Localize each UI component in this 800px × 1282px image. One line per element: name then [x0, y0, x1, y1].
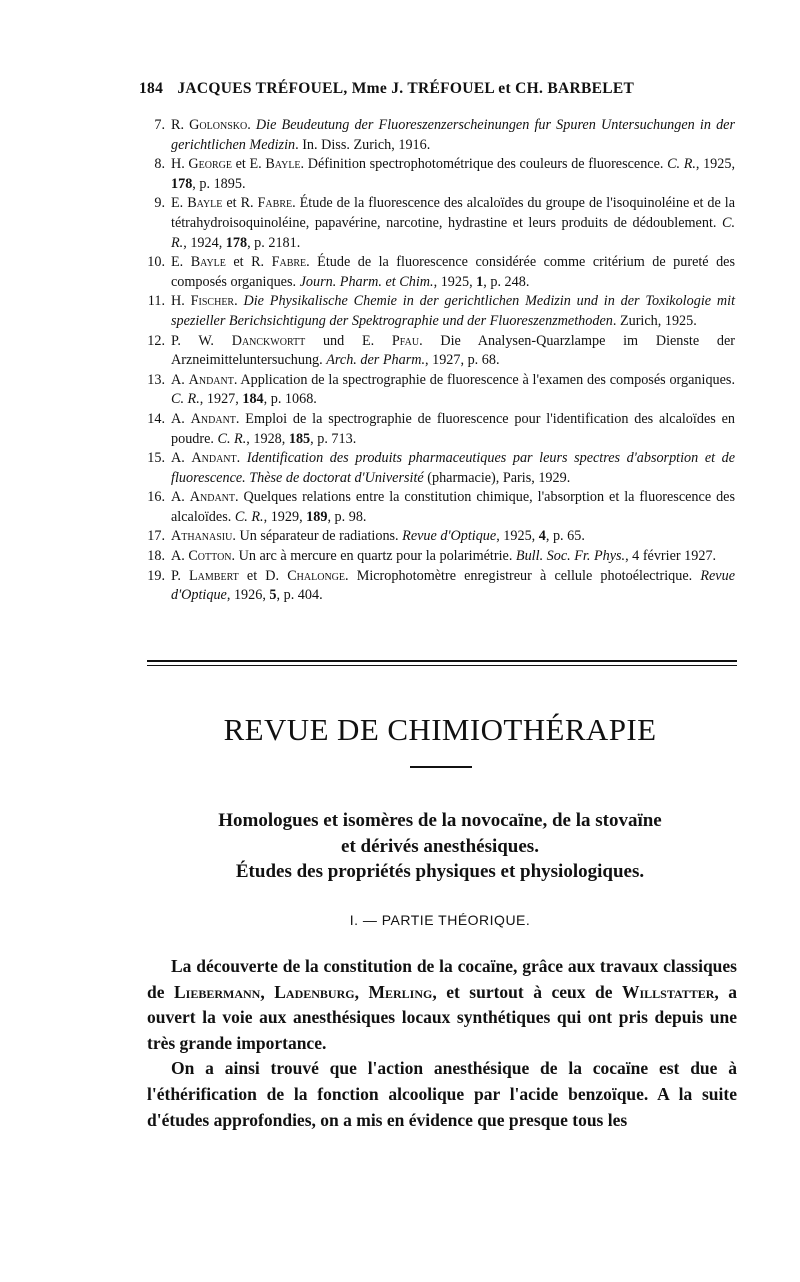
text-run: , p. 404. — [276, 587, 323, 604]
italic-text: Die Beudeutung der Fluoreszenzerscheinungen fur Spuren Untersuchungen in der gerichtlichen Medizin — [171, 117, 736, 153]
text-run: P. — [171, 567, 190, 584]
italic-text: Bull. Soc. Fr. Phys. — [515, 548, 626, 565]
text-run: et R. — [222, 195, 258, 212]
text-run: R. — [171, 117, 190, 133]
italic-text: C. R. — [217, 430, 247, 447]
text-run: , et surtout à ceux de — [432, 981, 622, 1002]
reference-text — [171, 194, 735, 253]
reference-text — [171, 449, 735, 488]
reference-list — [139, 116, 735, 606]
reference-item — [139, 371, 735, 410]
reference-item — [139, 410, 735, 449]
text-run: . Quelques relations entre la constitution chimique, l'absorption et la fluorescence des alcaloïdes. — [171, 489, 735, 525]
text-run: . Application de la spectrographie de fluorescence à l'examen des composés organiques. — [233, 371, 735, 388]
reference-text — [171, 527, 735, 547]
italic-text: Revue d'Optique — [171, 567, 735, 604]
text-run: und E. — [305, 332, 392, 349]
text-run: et R. — [225, 254, 272, 271]
text-run: , 1925, — [496, 528, 539, 545]
author-name: Andant — [188, 371, 234, 388]
author-name: Cotton — [188, 548, 232, 565]
reference-text — [171, 371, 735, 410]
volume-number: 4 — [538, 528, 546, 545]
reference-number: 12. — [147, 332, 165, 349]
section-title: REVUE DE CHIMIOTHÉRAPIE — [223, 712, 657, 747]
text-run: et E. — [232, 156, 266, 173]
title-underline — [410, 766, 472, 768]
text-run: . Zurich, 1925. — [612, 312, 697, 329]
text-run: . Emploi de la spectrographie de fluorescence pour l'identification des alcaloïdes en poudre. — [171, 410, 736, 447]
article-title — [140, 808, 740, 885]
author-name: Bayle — [190, 254, 226, 271]
reference-text — [171, 332, 735, 371]
italic-text: C. R. — [171, 391, 200, 408]
volume-number: 185 — [288, 430, 311, 447]
paragraph-1 — [147, 954, 737, 1056]
text-run: . Étude de la fluorescence considérée comme critérium de pureté des composés organiques. — [171, 254, 735, 290]
reference-number: 14. — [147, 410, 165, 427]
italic-text: C. R. — [234, 508, 264, 525]
text-run: et D. — [238, 567, 288, 584]
volume-number: 178 — [225, 234, 248, 251]
text-run: On a ainsi trouvé que l'action anesthésique de la cocaïne est due à l'éthérification de la fonction alcoolique par l'acide benzoïque. A la suite d'études approfondies, on a mis en évidence que presque tous les — [147, 1058, 737, 1130]
reference-item — [139, 567, 735, 606]
reference-number: 15. — [147, 450, 165, 467]
text-run: , p. 98. — [327, 508, 367, 525]
text-run: E. — [171, 254, 191, 271]
author-name: Danckwortt — [231, 332, 306, 349]
volume-number: 5 — [269, 587, 277, 604]
reference-item — [139, 527, 735, 547]
reference-number: 13. — [147, 371, 165, 388]
author-name: Willstatter — [621, 981, 715, 1002]
reference-number: 19. — [147, 567, 165, 584]
author-name: Andant — [189, 489, 236, 506]
text-run: A. — [171, 489, 190, 506]
italic-text: Arch. der Pharm. — [326, 352, 426, 369]
reference-item — [139, 449, 735, 488]
text-run: , — [354, 981, 369, 1002]
italic-text: Journ. Pharm. et Chim. — [299, 273, 434, 290]
double-rule-top — [147, 660, 737, 662]
reference-item — [139, 292, 735, 331]
text-run: , — [260, 981, 275, 1002]
text-run: . — [236, 450, 247, 467]
text-run: , 1929, — [263, 508, 307, 525]
author-name: Chalonge — [287, 567, 346, 584]
text-run: . In. Diss. Zurich, 1916. — [295, 136, 431, 153]
reference-number: 8. — [154, 156, 165, 173]
text-run: A. — [171, 450, 192, 467]
reference-number: 9. — [154, 195, 165, 212]
author-name: Fabre — [271, 254, 307, 271]
text-run: H. — [171, 293, 191, 310]
text-run: . Microphotomètre enregistreur à cellule photoélectrique. — [345, 567, 701, 584]
text-run: , p. 713. — [310, 430, 357, 447]
article-body — [147, 954, 737, 1133]
text-run: P. W. — [171, 332, 232, 349]
reference-item — [139, 116, 735, 155]
author-name: Merling — [368, 981, 433, 1002]
italic-text: C. R. — [171, 214, 735, 251]
text-run: , p. 1068. — [263, 391, 317, 408]
reference-text — [171, 567, 735, 606]
text-run: , 1924, — [183, 234, 226, 251]
text-run: , a ouvert la voie aux anesthésiques locaux synthétiques qui ont pris depuis une très grande importance. — [147, 981, 738, 1053]
text-run: . Définition spectrophotométrique des couleurs de fluorescence. — [300, 156, 668, 173]
text-run: (pharmacie), Paris, 1929. — [423, 469, 571, 486]
volume-number: 1 — [476, 273, 484, 290]
paragraph-2 — [147, 1056, 737, 1133]
reference-number: 16. — [147, 489, 165, 506]
reference-number: 18. — [147, 548, 165, 565]
volume-number: 178 — [171, 175, 193, 192]
text-run: A. — [171, 371, 189, 388]
text-run: , p. 2181. — [247, 234, 301, 251]
reference-text — [171, 116, 735, 155]
article-title-line-1: Homologues et isomères de la novocaïne, de la stovaïne — [218, 810, 662, 831]
reference-text — [171, 155, 735, 194]
text-run: H. — [171, 156, 189, 173]
italic-text: C. R. — [667, 156, 696, 173]
reference-item — [139, 194, 735, 253]
part-heading: I. — PARTIE THÉORIQUE. — [349, 912, 531, 928]
text-run: A. — [171, 410, 191, 427]
author-name: Bayle — [187, 195, 223, 212]
text-run: , 1925, — [433, 273, 477, 290]
author-name: Golonsko — [189, 117, 248, 133]
text-run: , 1927, — [199, 391, 243, 408]
text-run: A. — [171, 548, 189, 565]
text-run: . Un séparateur de radiations. — [232, 528, 403, 545]
text-run: . — [234, 293, 244, 310]
author-name: Athanasiu — [171, 528, 233, 545]
text-run: , p. 248. — [483, 273, 530, 290]
italic-text: Identification des produits pharmaceutiques par leurs spectres d'absorption et de fluorescence. Thèse de doctorat d'Université — [171, 450, 736, 486]
reference-text — [171, 253, 735, 292]
author-name: Bayle — [265, 156, 301, 173]
volume-number: 189 — [306, 508, 328, 525]
text-run: , p. 1895. — [192, 175, 246, 192]
reference-number: 10. — [147, 254, 165, 271]
text-run: , 1928, — [246, 430, 289, 447]
text-run: , 1927, p. 68. — [425, 352, 500, 369]
reference-text — [171, 410, 735, 449]
text-run: , p. 65. — [545, 528, 585, 545]
italic-text: Revue d'Optique — [402, 528, 497, 545]
reference-item — [139, 155, 735, 194]
reference-text — [171, 547, 735, 567]
text-run: . — [247, 117, 256, 133]
double-rule-bottom — [147, 665, 737, 666]
author-name: Ladenburg — [274, 981, 355, 1002]
reference-item — [139, 488, 735, 527]
author-name: Andant — [190, 410, 236, 427]
volume-number: 184 — [242, 391, 264, 408]
italic-text: Die Physikalische Chemie in der gerichtlichen Medizin und in der Toxikologie mit spezieller Berichsichtigung der Spektrographie und der Fluoreszenzmethoden — [171, 293, 736, 329]
reference-item — [139, 547, 735, 567]
reference-number: 17. — [147, 528, 165, 545]
article-title-line-3: Études des propriétés physiques et physiologiques. — [235, 861, 645, 882]
reference-item — [139, 253, 735, 292]
text-run: La découverte de la constitution de la cocaïne, grâce aux travaux classiques de — [147, 956, 737, 1002]
reference-number: 11. — [147, 293, 165, 310]
author-name: Pfau — [391, 332, 420, 349]
running-title: JACQUES TRÉFOUEL, Mme J. TRÉFOUEL et CH. BARBELET — [177, 80, 635, 97]
author-name: Fischer — [190, 293, 235, 310]
text-run: E. — [171, 195, 188, 212]
author-name: Liebermann — [174, 981, 261, 1002]
reference-text — [171, 292, 735, 331]
text-run: . Un arc à mercure en quartz pour la polarimétrie. — [231, 548, 516, 565]
text-run: . Die Analysen-Quarzlampe im Dienste der Arzneimitteluntersuchung. — [171, 332, 735, 369]
text-run: , 1926, — [226, 587, 270, 604]
article-title-line-2: et dérivés anesthésiques. — [341, 835, 539, 857]
author-name: Lambert — [189, 567, 239, 584]
author-name: Andant — [191, 450, 237, 467]
author-name: Fabre — [257, 195, 293, 212]
text-run: , 1925, — [695, 156, 736, 173]
author-name: George — [188, 156, 232, 173]
text-run: . Étude de la fluorescence des alcaloïdes du groupe de l'isoquinoléine et de la tétrahydroisoquinoléine, papavérine, narcotine, hydrastine et leurs produits de dédoublement. — [171, 195, 736, 231]
reference-item — [139, 332, 735, 371]
reference-text — [171, 488, 735, 527]
running-header — [139, 80, 699, 98]
text-run: , 4 février 1927. — [625, 548, 717, 565]
page-number: 184 — [139, 80, 164, 97]
reference-number: 7. — [154, 117, 165, 133]
